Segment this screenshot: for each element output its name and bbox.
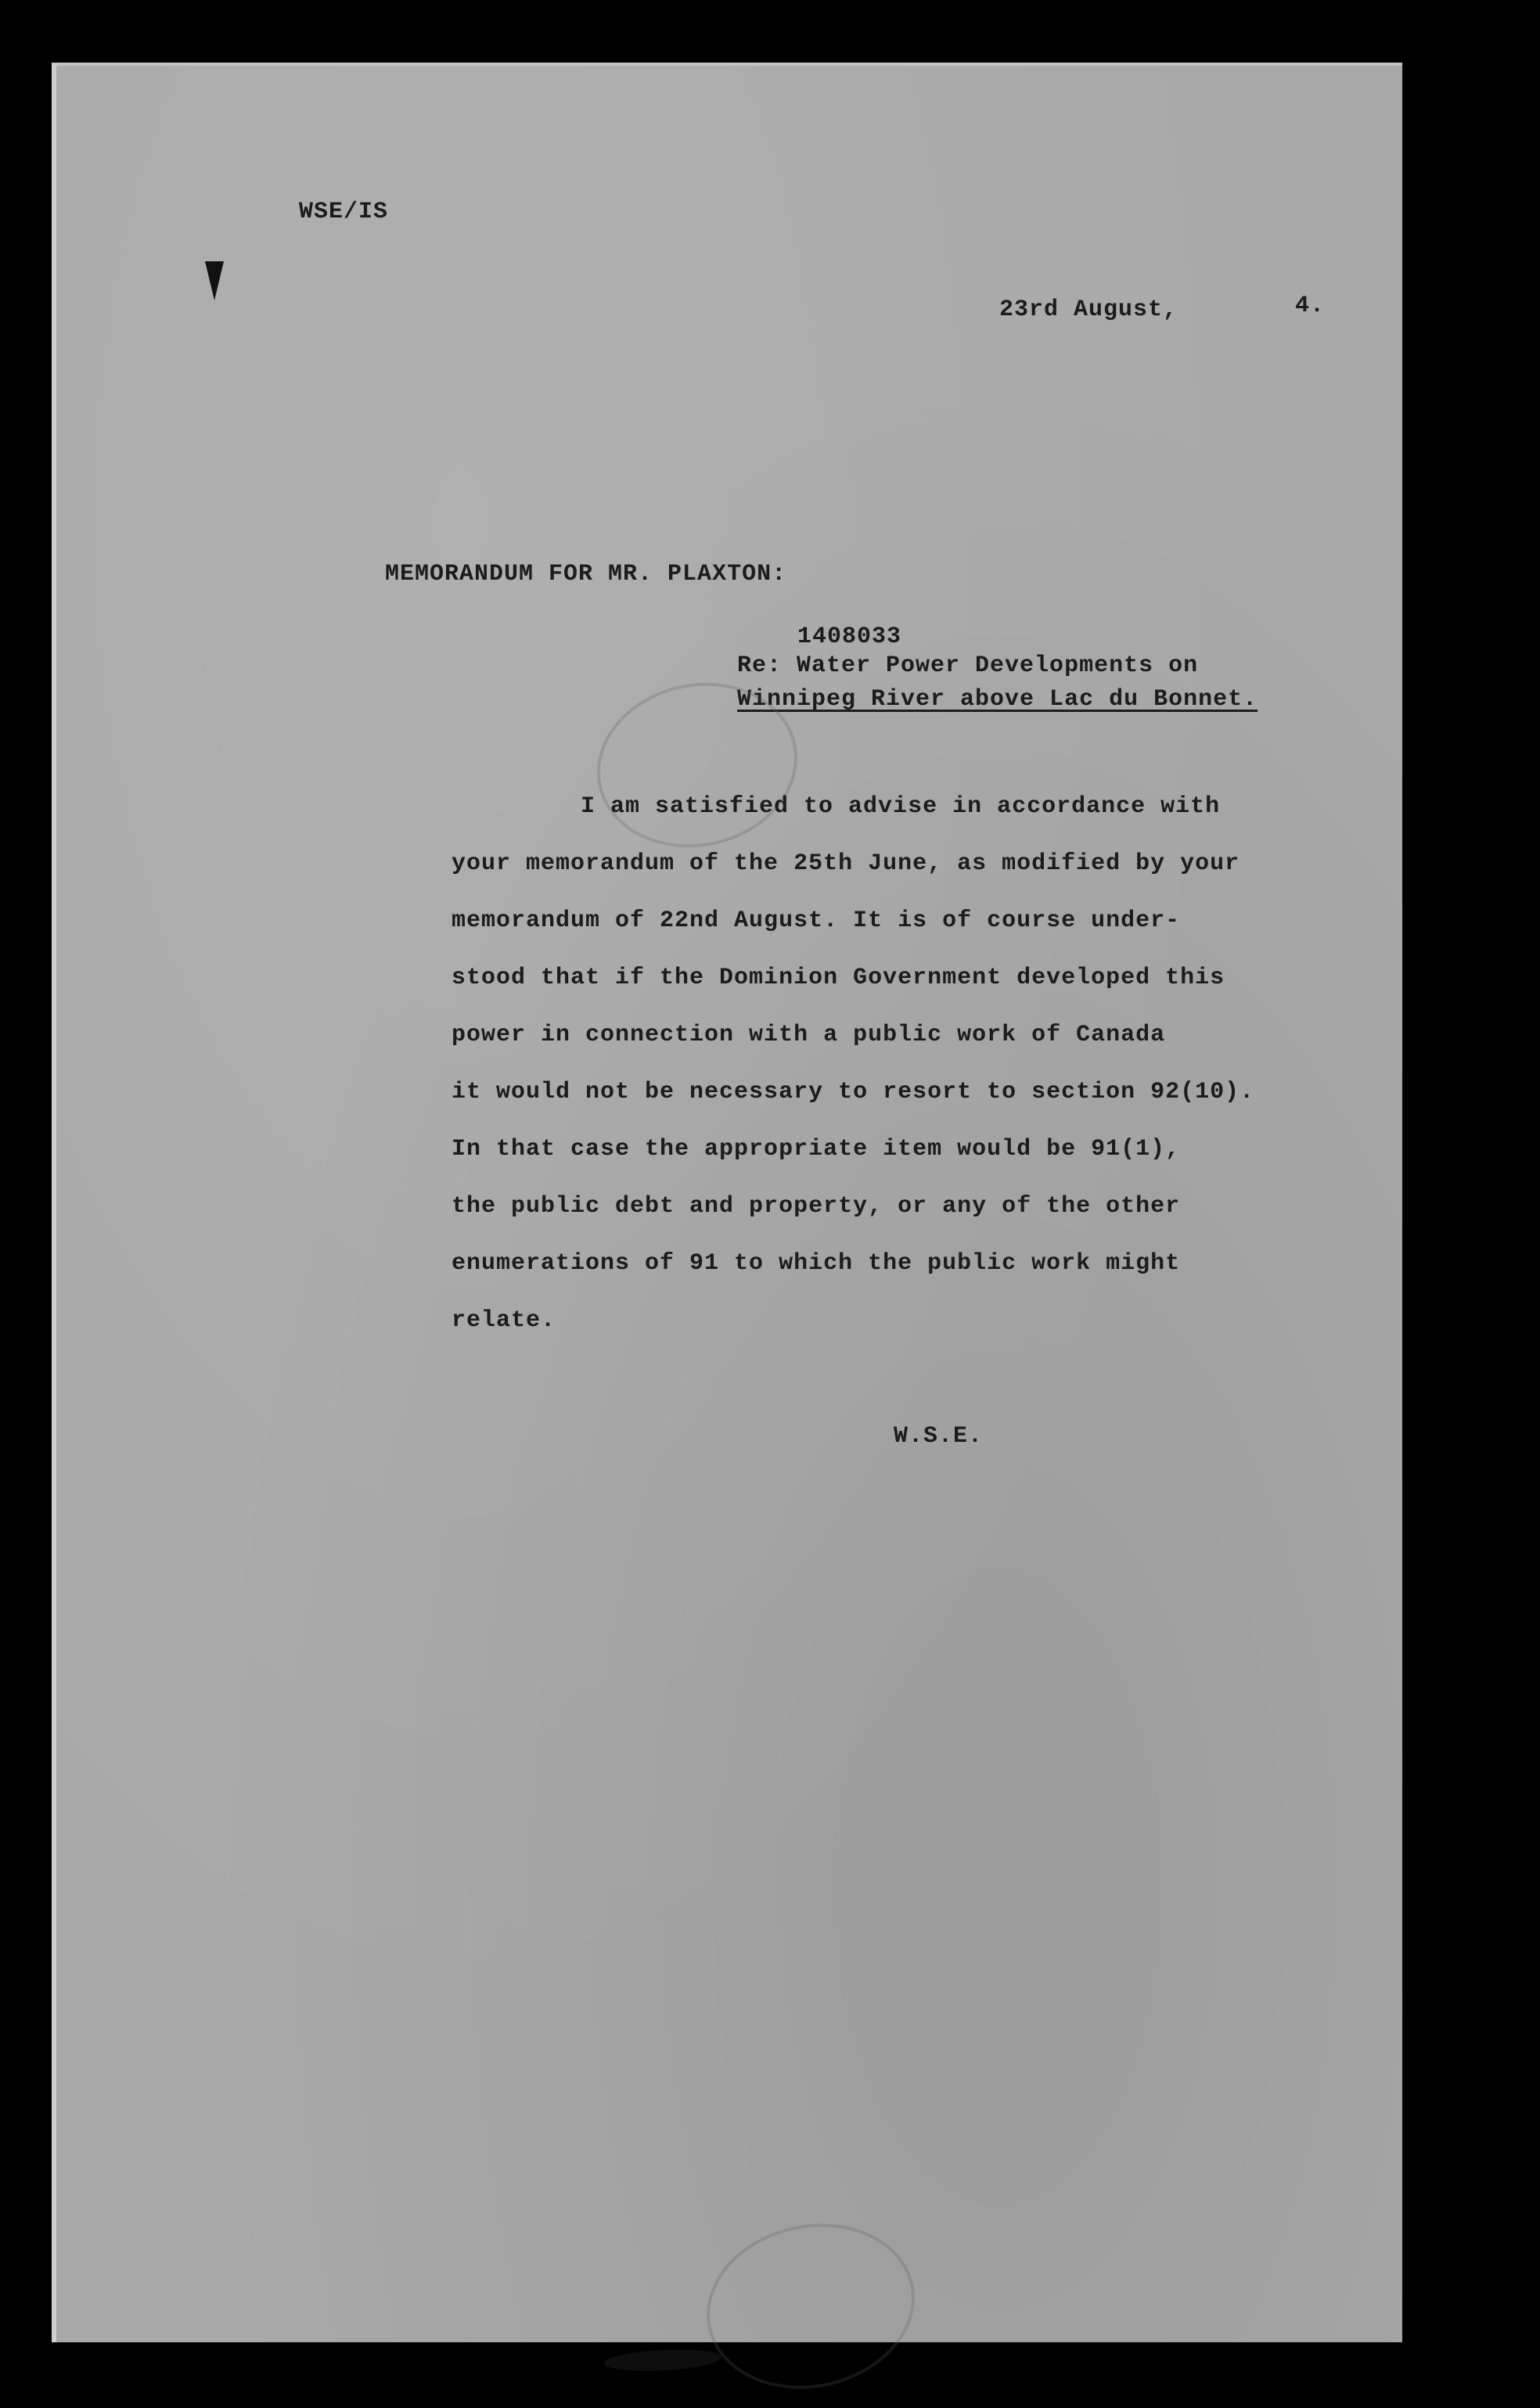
body-line: power in connection with a public work of Canada (452, 1022, 1166, 1048)
body-line: stood that if the Dominion Government developed this (452, 965, 1225, 991)
reference-initials: WSE/IS (299, 199, 389, 225)
subject-line: Re: Water Power Developments on (737, 652, 1199, 679)
ink-smudge (603, 2347, 721, 2374)
body-line: it would not be necessary to resort to section 92(10). (452, 1079, 1255, 1105)
subject-line: Winnipeg River above Lac du Bonnet. (737, 686, 1258, 713)
body-line: relate. (452, 1307, 556, 1334)
body-line: your memorandum of the 25th June, as modified by your (452, 850, 1240, 877)
body-line: enumerations of 91 to which the public work might (452, 1250, 1181, 1277)
document-date: 23rd August, (999, 297, 1178, 323)
file-number: 1408033 (797, 624, 902, 650)
body-line: I am satisfied to advise in accordance with (581, 793, 1221, 820)
body-line: memorandum of 22nd August. It is of course under- (452, 907, 1181, 934)
signature-initials: W.S.E. (894, 1423, 984, 1450)
page-number: 4. (1295, 293, 1326, 319)
memo-heading: MEMORANDUM FOR MR. PLAXTON: (385, 561, 787, 588)
document-page (52, 63, 1402, 2342)
punch-hole-mark (205, 261, 224, 300)
body-line: the public debt and property, or any of the other (452, 1193, 1181, 1220)
faint-circular-stamp (691, 2205, 930, 2407)
body-line: In that case the appropriate item would be 91(1), (452, 1136, 1181, 1163)
